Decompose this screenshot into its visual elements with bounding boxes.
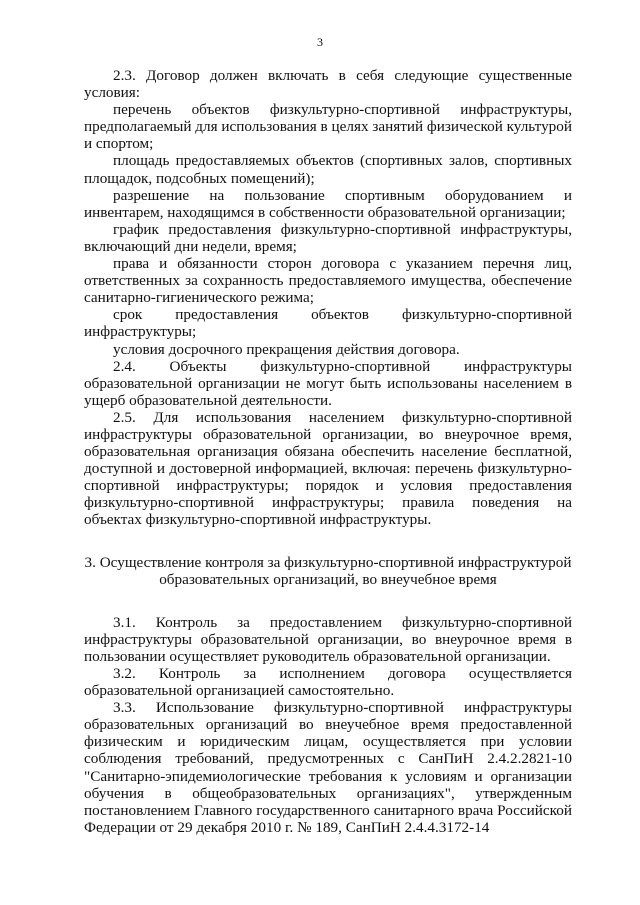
list-item-term: срок предоставления объектов физкультурно-спортивной инфраструктуры;: [84, 306, 572, 341]
paragraph-3-3: 3.3. Использование физкультурно-спортивной инфраструктуры образовательных организаций во внеучебное время предоставленной физическим и юридическим лицам, осуществляется при условии соблюдения требований, предусмотренных с СанПиН 2.4.2.2821-10 "Санитарно-эпидемиологические требования к условиям и организации обучения в общеобразовательных организациях", утвержденным постановлением Главного государственного санитарного врача Российской Федерации от 29 декабря 2010 г. № 189, СанПиН 2.4.4.3172-14: [84, 699, 572, 836]
list-item-rights: права и обязанности сторон договора с указанием перечня лиц, ответственных за сохранность предоставляемого имущества, обеспечение санитарно-гигиенического режима;: [84, 255, 572, 307]
paragraph-2-4: 2.4. Объекты физкультурно-спортивной инфраструктуры образовательной организации не могут быть использованы населением в ущерб образовательной деятельности.: [84, 357, 572, 409]
paragraph-2-5: 2.5. Для использования населением физкультурно-спортивной инфраструктуры образовательной организации, во внеурочное время, образовательная организация обязана обеспечить население бесплатной, доступной и достоверной информацией, включая: перечень физкультурно-спортивной инфраструктуры; порядок и условия предоставления физкультурно-спортивной инфраструктуры; правила поведения на объектах физкультурно-спортивной инфраструктуры.: [84, 408, 572, 529]
paragraph-3-1: 3.1. Контроль за предоставлением физкультурно-спортивной инфраструктуры образовательной организации, во внеурочное время в пользовании осуществляет руководитель образовательной организации.: [84, 613, 572, 665]
list-item-schedule: график предоставления физкультурно-спортивной инфраструктуры, включающий дни недели, время;: [84, 220, 572, 255]
paragraph-3-2: 3.2. Контроль за исполнением договора осуществляется образовательной организацией самостоятельно.: [84, 665, 572, 700]
section-heading-line2: образовательных организаций, во внеучебное время: [159, 570, 497, 588]
paragraph-2-3: 2.3. Договор должен включать в себя следующие существенные условия:: [84, 67, 572, 102]
list-item-equipment: разрешение на пользование спортивным оборудованием и инвентарем, находящимся в собственности образовательной организации;: [84, 186, 572, 221]
page-number: 3: [317, 35, 323, 49]
section-heading: [84, 554, 572, 588]
list-item-termination: условия досрочного прекращения действия договора.: [113, 340, 460, 358]
document-body: [84, 67, 572, 836]
section-heading-line1: 3. Осуществление контроля за физкультурно-спортивной инфраструктурой: [84, 553, 572, 571]
list-item-area: площадь предоставляемых объектов (спортивных залов, спортивных площадок, подсобных помещений);: [84, 152, 572, 187]
list-item-objects: перечень объектов физкультурно-спортивной инфраструктуры, предполагаемый для использования в целях занятий физической культурой и спортом;: [84, 101, 572, 153]
